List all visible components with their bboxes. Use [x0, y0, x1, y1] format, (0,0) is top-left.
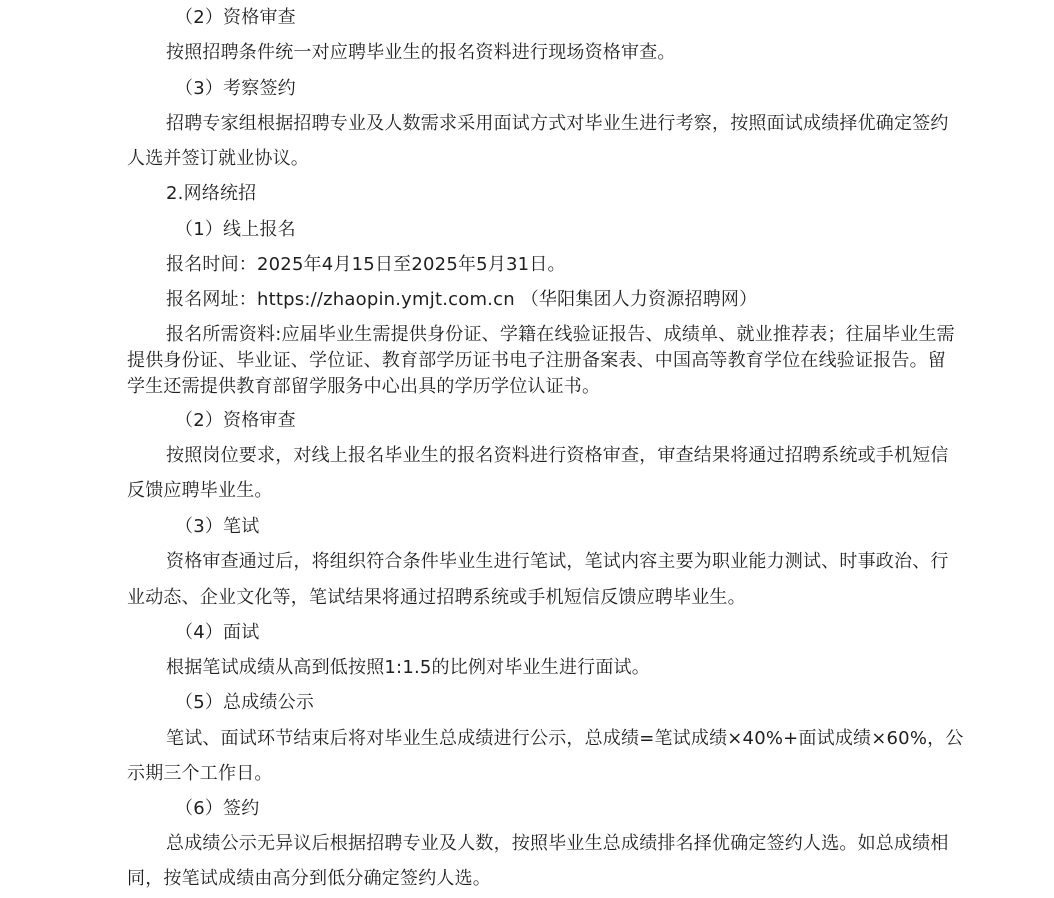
subheading-qualification-review-onsite: （2）资格审查 [175, 7, 296, 28]
paragraph-online-review-line-1: 按照岗位要求，对线上报名毕业生的报名资料进行资格审查，审查结果将通过招聘系统或手机短信 [166, 445, 949, 466]
subheading-total-score-publicity: （5）总成绩公示 [175, 692, 315, 713]
subheading-signing: （6）签约 [175, 798, 260, 819]
paragraph-materials-line-2: 提供身份证、毕业证、学位证、教育部学历证书电子注册备案表、中国高等教育学位在线验证报告。留 [127, 350, 946, 371]
heading-online-recruitment: 2.网络统招 [166, 183, 257, 204]
registration-time: 报名时间：2025年4月15日至2025年5月31日。 [166, 254, 566, 275]
paragraph-total-score-line-2: 示期三个工作日。 [127, 763, 273, 784]
subheading-interview: （4）面试 [175, 622, 260, 643]
subheading-written-exam: （3）笔试 [175, 516, 260, 537]
subheading-inspection-signing: （3）考察签约 [175, 78, 296, 99]
paragraph-inspection-line-1: 招聘专家组根据招聘专业及人数需求采用面试方式对毕业生进行考察，按照面试成绩择优确定签约 [166, 113, 949, 134]
paragraph-interview: 根据笔试成绩从高到低按照1:1.5的比例对毕业生进行面试。 [166, 657, 650, 678]
subheading-qualification-review-online: （2）资格审查 [175, 410, 296, 431]
paragraph-signing-line-1: 总成绩公示无异议后根据招聘专业及人数，按照毕业生总成绩排名择优确定签约人选。如总成绩相 [166, 833, 949, 854]
paragraph-onsite-review: 按照招聘条件统一对应聘毕业生的报名资料进行现场资格审查。 [166, 42, 676, 63]
subheading-online-registration: （1）线上报名 [175, 219, 296, 240]
paragraph-inspection-line-2: 人选并签订就业协议。 [127, 148, 309, 169]
paragraph-written-exam-line-2: 业动态、企业文化等，笔试结果将通过招聘系统或手机短信反馈应聘毕业生。 [127, 587, 746, 608]
paragraph-written-exam-line-1: 资格审查通过后，将组织符合条件毕业生进行笔试，笔试内容主要为职业能力测试、时事政治、行 [166, 551, 949, 572]
registration-url: 报名网址：https://zhaopin.ymjt.com.cn （华阳集团人力资源招聘网） [166, 289, 758, 310]
paragraph-total-score-line-1: 笔试、面试环节结束后将对毕业生总成绩进行公示，总成绩=笔试成绩×40%+面试成绩×60%，公 [166, 728, 964, 749]
paragraph-online-review-line-2: 反馈应聘毕业生。 [127, 480, 273, 501]
paragraph-signing-line-2: 同，按笔试成绩由高分到低分确定签约人选。 [127, 868, 491, 889]
paragraph-materials-line-1: 报名所需资料:应届毕业生需提供身份证、学籍在线验证报告、成绩单、就业推荐表；往届毕业生需 [166, 324, 955, 345]
paragraph-materials-line-3: 学生还需提供教育部留学服务中心出具的学历学位认证书。 [127, 376, 601, 397]
